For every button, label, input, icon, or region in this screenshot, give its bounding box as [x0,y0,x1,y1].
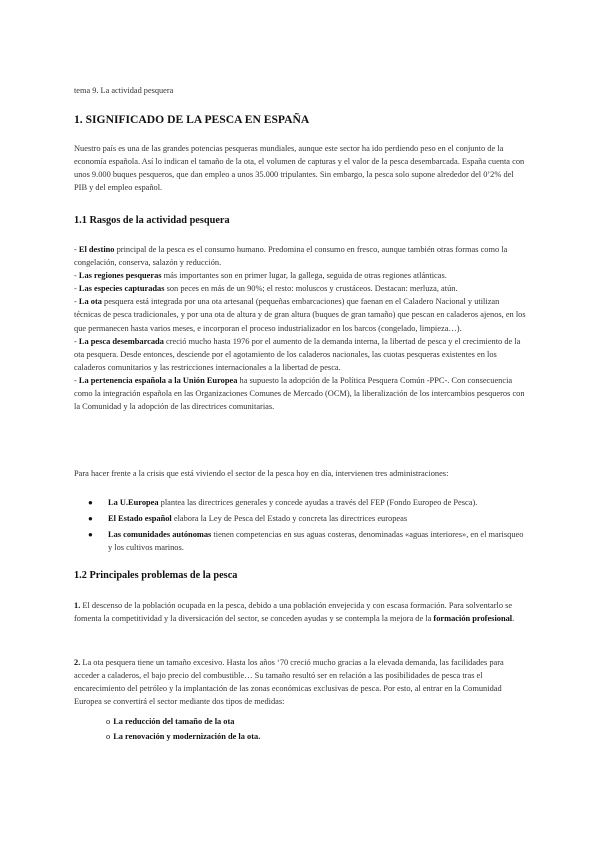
administration-text: elabora la Ley de Pesca del Estado y concreta las directrices europeas [171,514,408,524]
problem-text-end: . [512,614,515,624]
administration-label: La U.Europea [108,498,159,507]
feature-item: - La ota pesquera está integrada por una ota artesanal (pequeñas embarcaciones) que faenan en el Caladero Nacional y utilizan técnicas de pesca tradicionales, y por una ota de altura y de gran altura (buques de gran tamaño) que pescan en caladeros ajenos, en los que permanecen hasta varios meses, e incorporan el proceso industrializador en los barcos (congelado, limpieza…). [74,297,526,333]
measure-item [106,730,260,743]
feature-label: La pertenencia española a la Unión Europea [78,375,238,385]
problem-highlight: formación profesional [433,614,513,624]
feature-text: son peces en más de un 90%; el resto: moluscos y crustáceos. Destacan: merluza, atún. [164,284,458,294]
administrations-list [74,496,528,554]
circle-bullet-icon: o [106,717,111,726]
feature-item: - La pesca desembarcada creció mucho hasta 1976 por el aumento de la demanda interna, la libertad de pesca y el crecimiento de la ota pesquera. Desde entonces, desciende por el agotamiento de los caladeros nacionales, las cuotas pesqueras existentes en los caladeros comunitarios y las restricciones internacionales a la libertad de pesca. [74,336,521,372]
section-1-1-title: 1.1 Rasgos de la actividad pesquera [74,215,230,226]
feature-item: - Las especies capturadas son peces en más de un 90%; el resto: moluscos y crustáceos. Destacan: merluza, atún. [74,284,458,294]
administration-text: plantea las directrices generales y concede ayudas a través del FEP (Fondo Europeo de Pesca). [158,498,478,507]
administration-text: tienen competencias en sus aguas costeras, denominadas «aguas interiores», en el marisqueo y los cultivos marinos. [108,530,524,553]
feature-label: La pesca desembarcada [78,336,164,346]
problem-2-paragraph [74,656,528,708]
administration-item [74,496,528,509]
feature-label: La ota [78,297,102,307]
feature-label: El destino [78,245,115,254]
feature-text: pesquera está integrada por una ota artesanal (pequeñas embarcaciones) que faenan en el Caladero Nacional y utilizan técnicas de pesca tradicionales, y por una ota de altura y de gran altura (buques de gran tamaño) que pescan en caladeros ajenos, en los que permanecen hasta varios meses, e incorporan el proceso industrializador en los barcos (congelado, limpieza…). [74,297,526,333]
measure-text: La reducción del tamaño de la ota [113,717,235,726]
administration-item [74,528,528,554]
feature-item: - La pertenencia española a la Unión Europea ha supuesto la adopción de la Política Pesquera Común -PPC-. Con consecuencia como la integración española en las Organizaciones Comunes de Mercado (OCM), la liberalización de los intercambios pesqueros con la Comunidad y la adopción de las directrices comunitarias. [74,375,525,412]
problem-text: El descenso de la población ocupada en la pesca, debido a una población envejecida y con escasa formación. Para solventarlo se fomenta la competitividad y la diversicación del sector, se conceden ayudas y se contempla la mejora de la [74,601,513,624]
administration-label: Las comunidades autónomas [108,530,212,540]
feature-text: ha supuesto la adopción de la Política Pesquera Común -PPC-. Con consecuencia como la integración española en las Organizaciones Comunes de Mercado (OCM), la liberalización de los intercambios pesqueros con la Comunidad y la adopción de las directrices comunitarias. [74,375,525,412]
section-1-2-title: 1.2 Principales problemas de la pesca [74,570,238,581]
section-1-title: 1. SIGNIFICADO DE LA PESCA EN ESPAÑA [74,113,310,126]
feature-item: - El destino principal de la pesca es el consumo humano. Predomina el consumo en fresco, aunque también otras formas como la congelación, conserva, salazón y reducción. [74,245,508,268]
problem-1-paragraph [74,599,528,625]
measure-text: La renovación y modernización de la ota. [113,732,261,741]
problem-number: 2. [74,658,81,667]
feature-text: más importantes son en primer lugar, la gallega, seguida de otras regiones atlánticas. [161,271,447,281]
feature-label: Las especies capturadas [78,284,165,294]
measure-item [106,715,234,728]
administration-label: El Estado español [108,514,172,524]
problem-text: La ota pesquera tiene un tamaño excesivo. Hasta los años ‘70 creció mucho gracias a la elevada demanda, las facilidades para acceder a caladeros, el bajo precio del combustible… Su tamaño resultó ser en relación a las posibilidades de pesca tras el encarecimiento del petróleo y la implantación de las zonas económicas exclusivas de pesca. Por esto, al entrar en la Comunidad Europea se convertirá el sector mediante dos tipos de medidas: [74,658,504,707]
administrations-intro: Para hacer frente a la crisis que está viviendo el sector de la pesca hoy en día, intervienen tres administraciones: [74,469,449,478]
feature-item: - Las regiones pesqueras más importantes son en primer lugar, la gallega, seguida de otras regiones atlánticas. [74,271,447,281]
topic-header: tema 9. La actividad pesquera [74,86,174,95]
features-list [74,243,528,413]
feature-text: creció mucho hasta 1976 por el aumento de la demanda interna, la libertad de pesca y el crecimiento de la ota pesquera. Desde entonces, desciende por el agotamiento de los caladeros nacionales, las cuotas pesqueras existentes en los caladeros comunitarios y las restricciones internacionales a la libertad de pesca. [74,336,521,372]
administration-item [74,512,528,525]
section-1-paragraph: Nuestro país es una de las grandes potencias pesqueras mundiales, aunque este sector ha ido perdiendo peso en el conjunto de la economía española. Así lo indican el tamaño de la ota, el volumen de capturas y el valor de la pesca desembarcada. España cuenta con unos 9.000 buques pesqueros, que dan empleo a unos 35.000 tripulantes. Sin embargo, la pesca solo supone alrededor del 0’2% del PIB y del empleo español. [74,144,525,193]
bullet-icon: ● [88,498,93,507]
circle-bullet-icon: o [106,732,111,741]
feature-label: Las regiones pesqueras [78,271,162,281]
bullet-icon: ● [88,514,93,524]
bullet-icon: ● [88,530,93,540]
problem-number: 1. [74,601,81,610]
feature-text: principal de la pesca es el consumo humano. Predomina el consumo en fresco, aunque también otras formas como la congelación, conserva, salazón y reducción. [74,245,508,268]
